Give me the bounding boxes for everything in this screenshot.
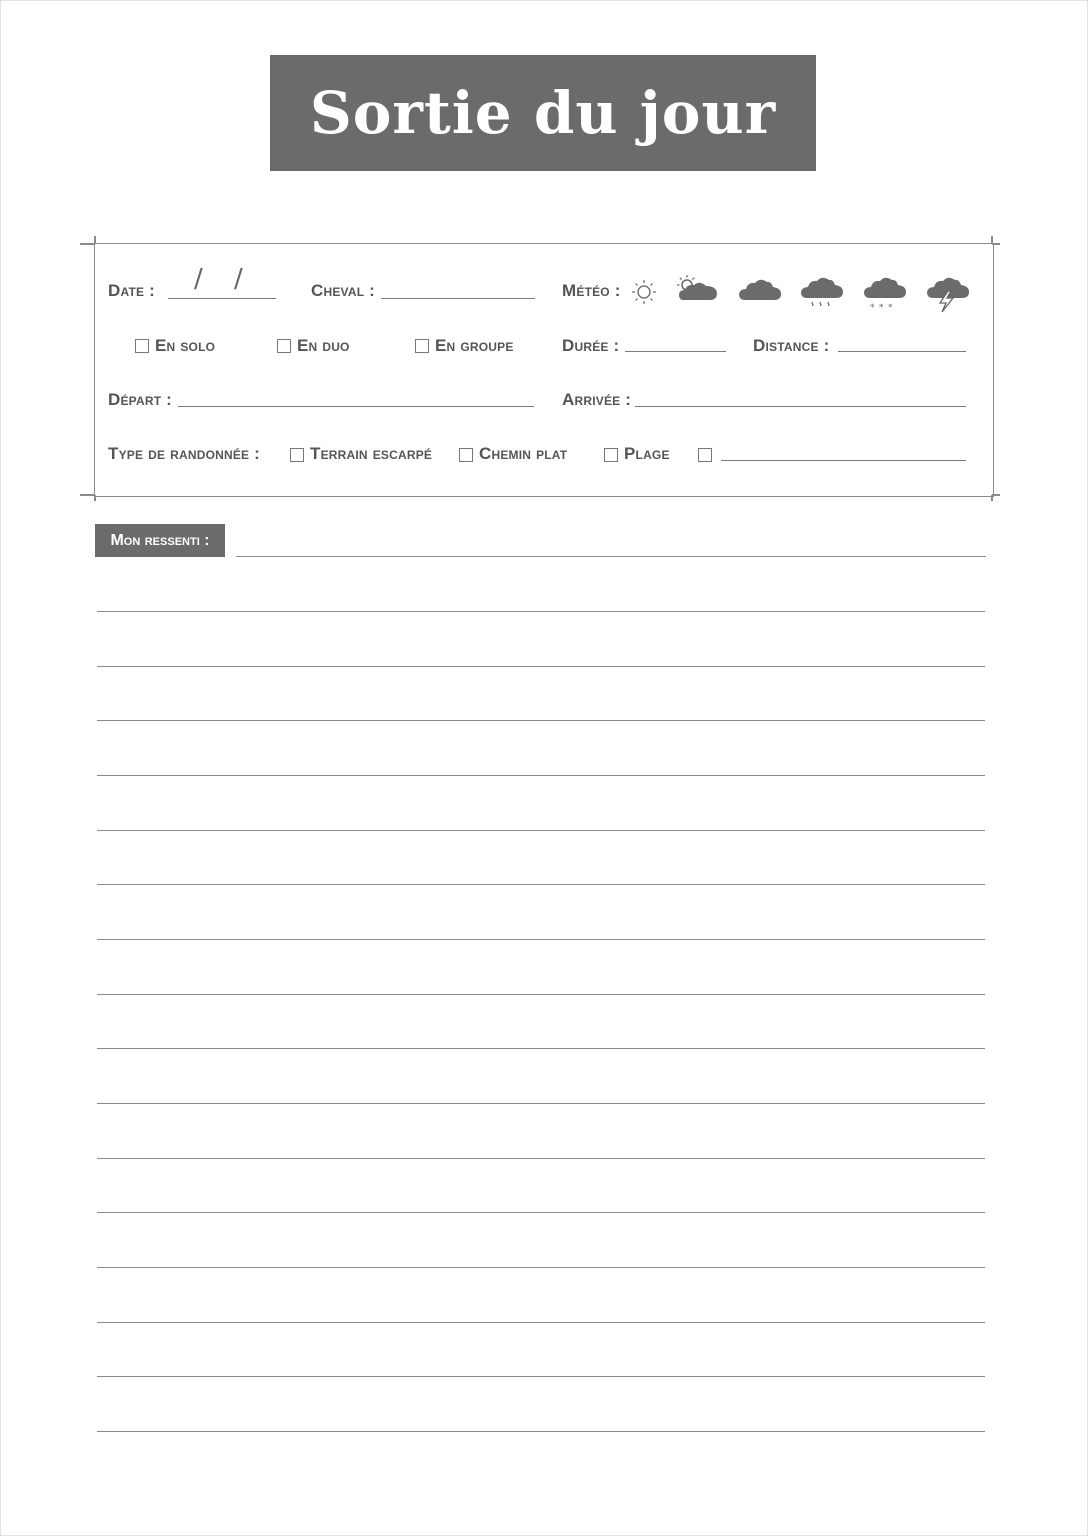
terrain-checkbox[interactable]: [290, 448, 304, 462]
groupe-label: En groupe: [435, 336, 514, 355]
writing-line[interactable]: [236, 556, 986, 557]
frame-tick: [94, 495, 96, 501]
frame-tick: [94, 236, 96, 244]
frame-tick: [992, 243, 1000, 245]
solo-label: En solo: [155, 336, 216, 355]
type-label: Type de randonnée :: [108, 444, 261, 463]
snow-cloud-icon[interactable]: [863, 276, 907, 312]
frame-tick: [80, 243, 94, 245]
date-label: Date :: [108, 281, 155, 300]
frame-tick: [80, 494, 94, 496]
distance-label: Distance :: [753, 336, 830, 355]
date-separator: /: [234, 264, 243, 294]
arrivee-field[interactable]: [635, 406, 966, 407]
ressenti-tag: [95, 524, 225, 557]
depart-label: Départ :: [108, 390, 173, 409]
title-banner: [270, 55, 816, 171]
writing-line[interactable]: [97, 1376, 985, 1377]
cheval-field[interactable]: [381, 298, 535, 299]
svg-text:*: *: [888, 303, 893, 312]
writing-line[interactable]: [97, 884, 985, 885]
duree-label: Durée :: [562, 336, 620, 355]
plage-label: Plage: [624, 444, 670, 463]
chemin-label: Chemin plat: [479, 444, 568, 463]
writing-line[interactable]: [97, 720, 985, 721]
writing-line[interactable]: [97, 775, 985, 776]
writing-line[interactable]: [97, 1048, 985, 1049]
writing-line[interactable]: [97, 1103, 985, 1104]
ressenti-label: Mon ressenti :: [110, 531, 210, 549]
frame-tick: [991, 236, 993, 244]
date-field[interactable]: [168, 298, 276, 299]
arrivee-label: Arrivée :: [562, 390, 632, 409]
groupe-checkbox[interactable]: [415, 339, 429, 353]
writing-line[interactable]: [97, 1267, 985, 1268]
writing-line[interactable]: [97, 830, 985, 831]
svg-text:*: *: [870, 303, 875, 312]
duo-checkbox[interactable]: [277, 339, 291, 353]
sun-cloud-icon[interactable]: [676, 274, 718, 304]
frame-tick: [991, 495, 993, 501]
duree-field[interactable]: [625, 351, 726, 352]
writing-line[interactable]: [97, 611, 985, 612]
writing-line[interactable]: [97, 994, 985, 995]
storm-cloud-icon[interactable]: [926, 276, 970, 314]
other-checkbox[interactable]: [698, 448, 712, 462]
chemin-checkbox[interactable]: [459, 448, 473, 462]
writing-line[interactable]: [97, 939, 985, 940]
distance-field[interactable]: [838, 351, 966, 352]
duo-label: En duo: [297, 336, 350, 355]
sun-icon[interactable]: [630, 278, 658, 306]
other-field[interactable]: [721, 460, 966, 461]
frame-tick: [992, 494, 1000, 496]
meteo-label: Météo :: [562, 281, 621, 300]
terrain-label: Terrain escarpé: [310, 444, 433, 463]
depart-field[interactable]: [178, 406, 534, 407]
writing-line[interactable]: [97, 1158, 985, 1159]
writing-line[interactable]: [97, 666, 985, 667]
plage-checkbox[interactable]: [604, 448, 618, 462]
writing-line[interactable]: [97, 1322, 985, 1323]
writing-line[interactable]: [97, 1212, 985, 1213]
cloud-icon[interactable]: [738, 276, 782, 302]
cheval-label: Cheval :: [311, 281, 376, 300]
svg-text:*: *: [879, 303, 884, 312]
rain-cloud-icon[interactable]: [800, 276, 844, 310]
writing-line[interactable]: [97, 1431, 985, 1432]
date-separator: /: [194, 264, 203, 294]
page-title: Sortie du jour: [309, 79, 777, 147]
solo-checkbox[interactable]: [135, 339, 149, 353]
